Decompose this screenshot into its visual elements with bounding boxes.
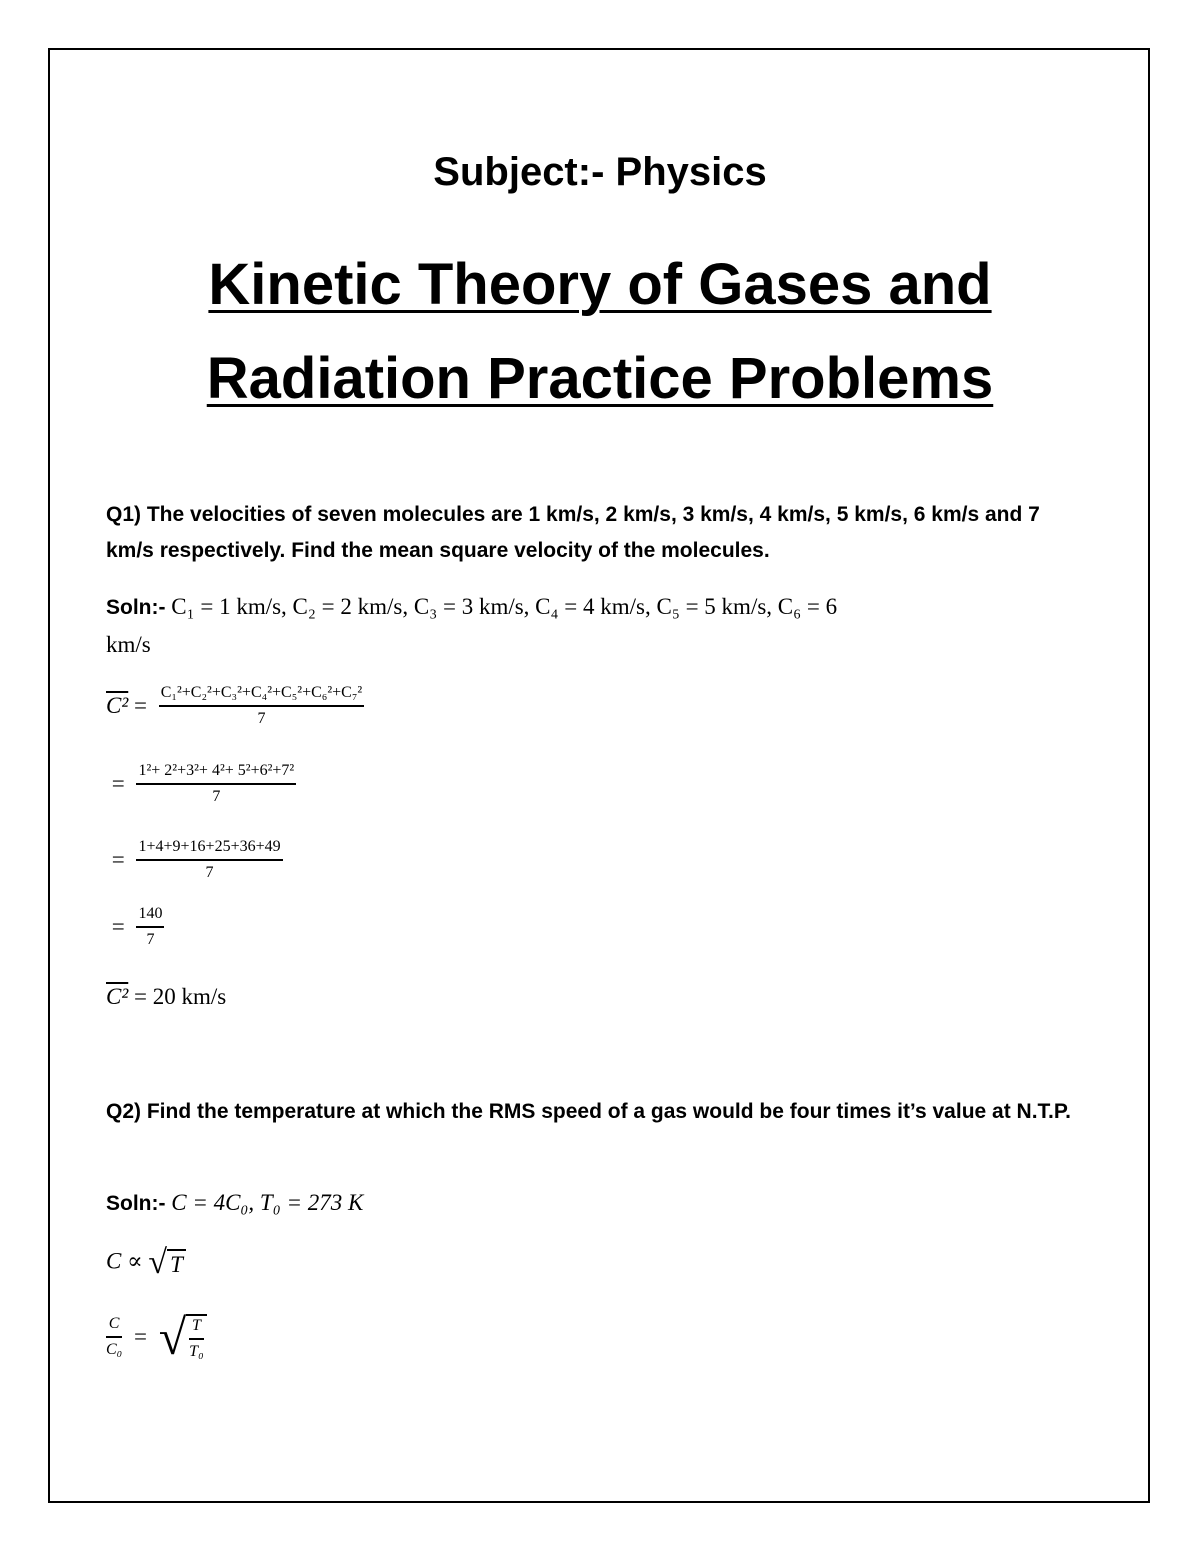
- square-root: √ T: [148, 1244, 185, 1282]
- fraction: [189, 1317, 203, 1361]
- question-2: Q2) Find the temperature at which the RMS speed of a gas would be four times it’s value at N.T.P.: [106, 1100, 1072, 1123]
- fraction-denominator: 7: [257, 710, 266, 727]
- fraction-numerator: 1²+ 2²+3²+ 4²+ 5²+6²+7²: [136, 762, 296, 785]
- question-1: Q1) The velocities of seven molecules are 1 km/s, 2 km/s, 3 km/s, 4 km/s, 5 km/s, 6 km/s and 7 km/s respectively. Find the mean square velocity of the molecules.: [106, 503, 1040, 562]
- q1-soln-unit: km/s: [106, 632, 151, 657]
- q1-solution-line: [106, 594, 837, 620]
- q1-soln-label: Soln:-: [106, 596, 166, 619]
- fraction-denominator: 7: [205, 864, 214, 881]
- title-line-2: Radiation Practice Problems: [206, 346, 994, 411]
- fraction-numerator: T: [189, 1317, 203, 1340]
- subject-heading: Subject:- Physics: [433, 150, 767, 194]
- fraction-numerator: C₁²+C₂²+C₃²+C₄²+C₅²+C₆²+C₇²: [159, 684, 364, 707]
- title-line-1: Kinetic Theory of Gases and: [208, 252, 992, 317]
- q1-result: [106, 984, 226, 1010]
- fraction: [136, 762, 296, 806]
- mean-square-symbol: C²: [106, 984, 129, 1009]
- fraction-numerator: 1+4+9+16+25+36+49: [136, 838, 282, 861]
- fraction: [106, 1315, 122, 1359]
- fraction-denominator: 7: [212, 788, 221, 805]
- q1-soln-values: C₁ = 1 km/s, C₂ = 2 km/s, C₃ = 3 km/s, C₄ = 4 km/s, C₅ = 5 km/s, C₆ = 6: [171, 594, 838, 619]
- q1-step-1: C² = $\frac{\text{C₁²+C₂²+C₃²+C₄²+C₅²+C₆²+C₇²}}{7}$: [106, 684, 363, 727]
- fraction-denominator: T₀: [189, 1342, 204, 1360]
- square-root: √ $\frac{T}{\text{T₀}}$: [159, 1308, 207, 1366]
- fraction-denominator: C₀: [106, 1341, 123, 1358]
- mean-square-symbol: C²: [106, 693, 129, 718]
- fraction-numerator: C: [106, 1315, 122, 1338]
- q1-result-value: = 20 km/s: [134, 984, 227, 1009]
- fraction: [159, 684, 364, 728]
- q2-solution-line: [106, 1190, 363, 1216]
- q2-proportional: [106, 1244, 186, 1282]
- page-title: [0, 238, 1200, 426]
- q1-step-4: = $\frac{140}{7}$: [106, 905, 163, 948]
- sqrt-radicand: T: [170, 1251, 183, 1277]
- fraction-numerator: 140: [136, 905, 164, 928]
- fraction: [136, 905, 164, 949]
- q2-soln-label: Soln:-: [106, 1192, 166, 1215]
- proportional-text: C ∝: [106, 1248, 143, 1274]
- q2-ratio: $\frac{C}{\text{C₀}}$ = √ $\frac{T}{\text{T₀}}$: [106, 1308, 207, 1366]
- q2-given: C = 4C₀, T₀ = 273 K: [171, 1190, 364, 1215]
- q1-step-3: = $\frac{1+4+9+16+25+36+49}{7}$: [106, 838, 281, 881]
- fraction: [136, 838, 282, 882]
- q1-step-2: = $\frac{\text{1²+ 2²+3²+ 4²+ 5²+6²+7²}}{7}$: [106, 762, 295, 805]
- fraction-denominator: 7: [146, 931, 155, 948]
